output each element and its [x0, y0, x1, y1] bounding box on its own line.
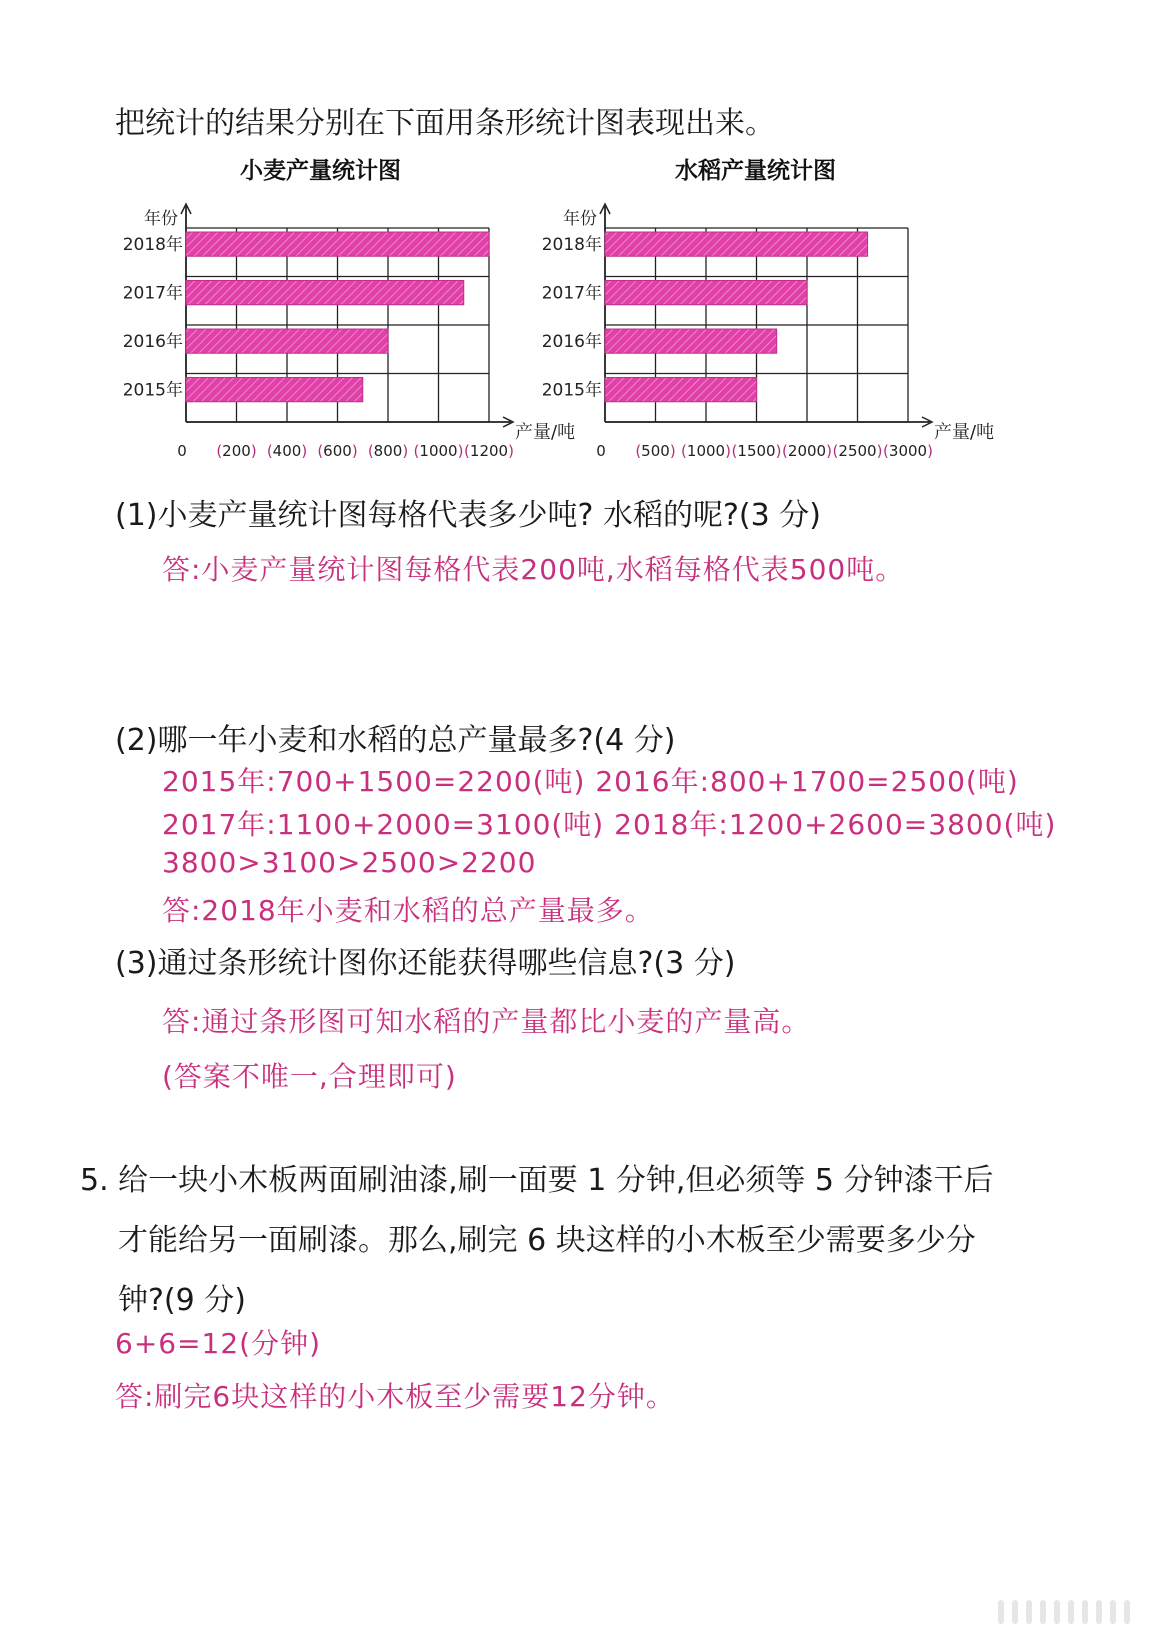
rice-tick-label: (500): [635, 442, 676, 460]
wheat-bar: [186, 281, 464, 305]
answer-5: 答:刷完6块这样的小木板至少需要12分钟。: [115, 1380, 675, 1413]
q5-calc: 6+6=12(分钟): [115, 1327, 322, 1360]
bar-charts: [0, 190, 1170, 460]
wheat-year-label: 2018年: [122, 235, 183, 256]
wheat-tick-label: (200): [216, 442, 257, 460]
rice-y-label: 年份: [563, 209, 597, 229]
question-1: (1)小麦产量统计图每格代表多少吨? 水稻的呢?(3 分): [115, 498, 821, 533]
rice-tick-label: (3000): [883, 442, 933, 460]
answer-3-note: (答案不唯一,合理即可): [162, 1060, 457, 1093]
rice-bar: [605, 281, 807, 305]
q2-calc-line-1: 2015年:700+1500=2200(吨) 2016年:800+1700=2500(吨): [162, 765, 1019, 798]
question-5-line-2: 才能给另一面刷漆。那么,刷完 6 块这样的小木板至少需要多少分: [118, 1223, 976, 1258]
wheat-tick-label: (600): [317, 442, 358, 460]
wheat-tick-label: (800): [367, 442, 409, 460]
rice-year-label: 2015年: [541, 380, 602, 401]
wheat-chart: [123, 204, 575, 460]
answer-3: 答:通过条形图可知水稻的产量都比小麦的产量高。: [162, 1005, 811, 1038]
rice-bar: [605, 329, 777, 353]
wheat-tick-label: (1200): [464, 442, 514, 460]
rice-year-label: 2018年: [541, 235, 602, 256]
wheat-bar: [186, 378, 363, 402]
question-5-line-3: 钟?(9 分): [118, 1283, 246, 1318]
rice-year-label: 2017年: [541, 283, 602, 304]
wheat-y-label: 年份: [144, 209, 178, 229]
watermark-marks: [998, 1600, 1130, 1624]
q2-comparison: 3800>3100>2500>2200: [162, 846, 537, 879]
rice-bar: [605, 232, 868, 256]
q2-calc-line-2: 2017年:1100+2000=3100(吨) 2018年:1200+2600=3800(吨): [162, 808, 1057, 841]
answer-2: 答:2018年小麦和水稻的总产量最多。: [162, 894, 654, 927]
rice-chart: [542, 204, 994, 460]
rice-chart-title: 水稻产量统计图: [675, 158, 836, 184]
wheat-tick-label: (1000): [413, 442, 464, 460]
wheat-chart-title: 小麦产量统计图: [240, 158, 401, 184]
intro-text: 把统计的结果分别在下面用条形统计图表现出来。: [115, 106, 775, 141]
question-2: (2)哪一年小麦和水稻的总产量最多?(4 分): [115, 723, 676, 758]
wheat-tick-label: (400): [266, 442, 308, 460]
wheat-year-label: 2017年: [122, 283, 183, 304]
rice-tick-label: (2500): [832, 442, 883, 460]
rice-bar: [605, 378, 757, 402]
question-5-line-1: 5. 给一块小木板两面刷油漆,刷一面要 1 分钟,但必须等 5 分钟漆干后: [80, 1163, 994, 1198]
rice-tick-label: (1500): [731, 442, 782, 460]
wheat-year-label: 2015年: [122, 380, 183, 401]
wheat-bar: [186, 329, 388, 353]
rice-tick-label: (1000): [681, 442, 731, 460]
rice-tick-label: (2000): [782, 442, 832, 460]
answer-1: 答:小麦产量统计图每格代表200吨,水稻每格代表500吨。: [162, 553, 905, 586]
wheat-bar: [186, 232, 489, 256]
rice-zero-label: 0: [596, 442, 606, 460]
wheat-year-label: 2016年: [122, 332, 183, 353]
rice-x-label: 产量/吨: [934, 422, 995, 443]
question-3: (3)通过条形统计图你还能获得哪些信息?(3 分): [115, 946, 736, 981]
wheat-x-label: 产量/吨: [515, 422, 576, 443]
wheat-zero-label: 0: [177, 442, 187, 460]
rice-year-label: 2016年: [541, 332, 602, 353]
